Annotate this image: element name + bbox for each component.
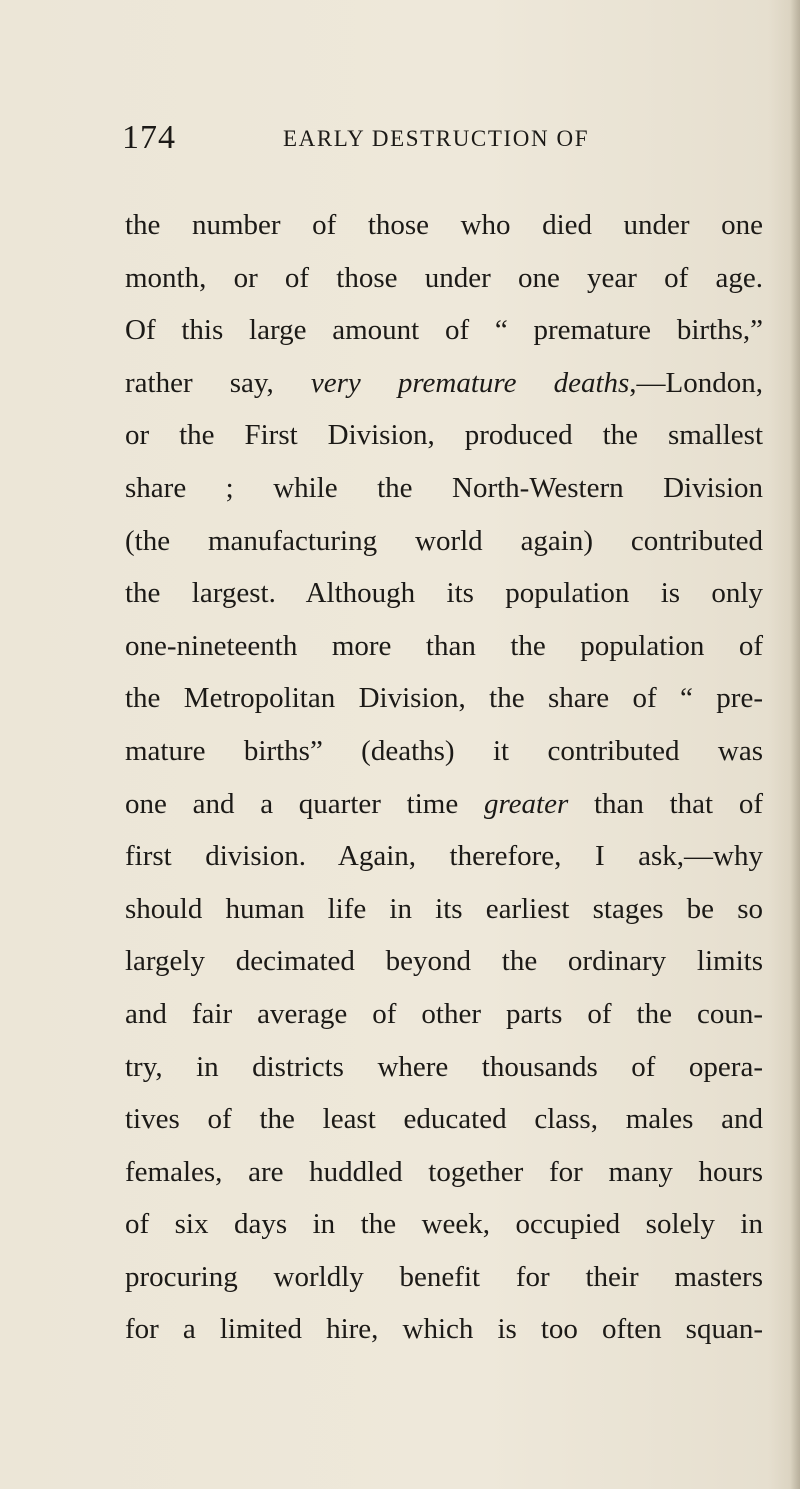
- text-line: [125, 357, 763, 410]
- page-edge-shadow: [790, 0, 800, 1489]
- text-line: mature births” (deaths) it contributed was: [125, 734, 763, 767]
- italic-text: greater: [483, 787, 569, 820]
- text-line: and fair average of other parts of the coun-: [125, 997, 763, 1030]
- body-text: [125, 199, 763, 1356]
- text-line: (the manufacturing world again) contributed: [125, 524, 763, 557]
- running-title: EARLY DESTRUCTION OF: [283, 126, 590, 151]
- text-segment: rather say,: [125, 366, 311, 399]
- text-line: the largest. Although its population is only: [125, 577, 763, 610]
- text-line: the Metropolitan Division, the share of “ pre-: [125, 682, 763, 715]
- text-line: procuring worldly benefit for their masters: [125, 1260, 763, 1293]
- text-segment: than that of: [568, 787, 763, 820]
- text-line: largely decimated beyond the ordinary limits: [125, 945, 763, 978]
- text-line: for a limited hire, which is too often squan-: [125, 1313, 763, 1346]
- text-segment: one and a quarter time: [125, 787, 484, 820]
- text-line: of six days in the week, occupied solely in: [125, 1208, 763, 1241]
- text-line: females, are huddled together for many hours: [125, 1155, 763, 1188]
- text-line: one-nineteenth more than the population of: [125, 629, 763, 662]
- text-segment: ,—London,: [629, 366, 764, 399]
- text-line: or the First Division, produced the smallest: [125, 419, 763, 452]
- text-line: should human life in its earliest stages be so: [125, 892, 763, 925]
- text-line: share ; while the North-Western Division: [125, 471, 763, 504]
- text-line: Of this large amount of “ premature births,”: [125, 314, 763, 347]
- text-line: first division. Again, therefore, I ask,—why: [125, 840, 763, 873]
- text-line: the number of those who died under one: [125, 209, 763, 241]
- text-line: tives of the least educated class, males and: [125, 1103, 763, 1136]
- page-number: 174: [122, 119, 176, 156]
- text-line: month, or of those under one year of age.: [125, 261, 763, 294]
- running-head: [122, 118, 642, 158]
- text-line: try, in districts where thousands of opera-: [125, 1050, 763, 1083]
- italic-text: very premature deaths: [310, 366, 630, 399]
- text-line: [125, 778, 763, 831]
